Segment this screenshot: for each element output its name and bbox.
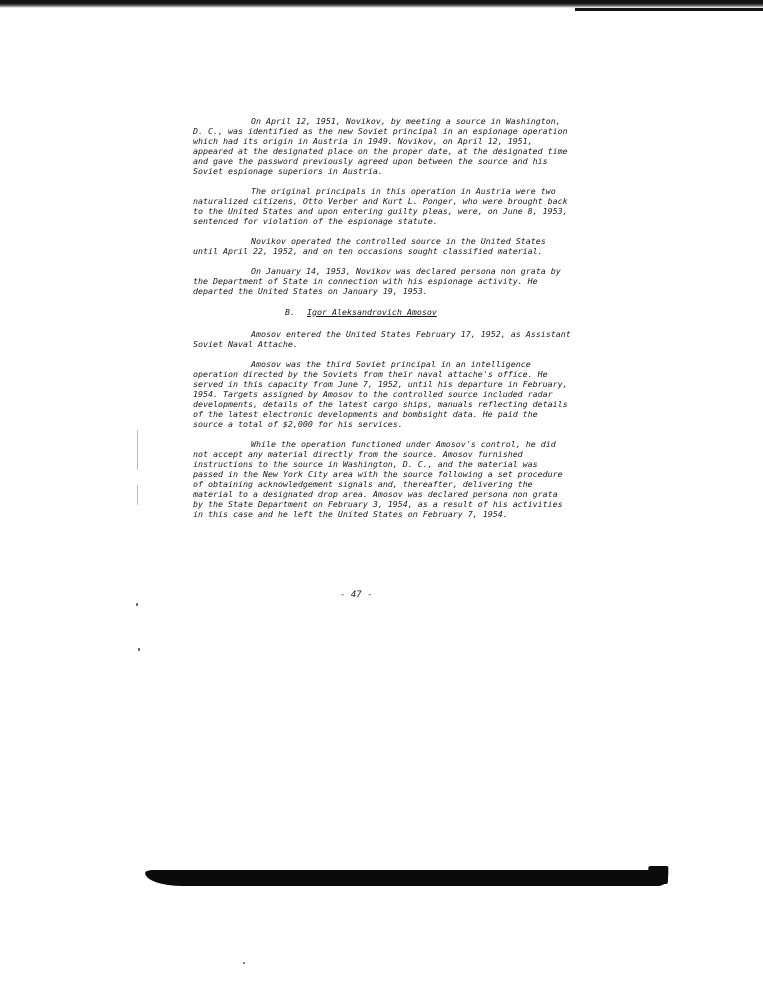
section-letter: B. [285,307,295,317]
scan-top-edge-noise [575,8,763,11]
scan-speck [138,648,140,651]
paragraph-original-principals: The original principals in this operation in Austria were two naturalized citizens, Otto Verber and Kurt L. Ponger, who were brought back to the United States and upon entering guilty pleas, were, on June 8, 1953, sentenced for violation of the espionage statute. [193,186,568,226]
page-number: - 47 - [340,590,373,600]
paragraph-novikov-persona-non-grata: On January 14, 1953, Novikov was declared persona non grata by the Department of State in connection with his espionage activity. He departed the United States on January 19, 1953. [193,266,561,296]
scan-margin-mark [137,485,138,505]
scan-top-edge [0,0,763,8]
paragraph-novikov-operation: Novikov operated the controlled source in the United States until April 22, 1952, and on ten occasions sought classified material. [193,236,546,256]
paragraph-amosov-control: While the operation functioned under Amosov's control, he did not accept any material directly from the source. Amosov furnished instructions to the source in Washington, D. C., and the material was passed in the New York City area with the source following a set procedure of obtaining acknowledgement signals and, thereafter, delivering the material to a designated drop area. Amosov was declared persona non grata by the State Department on February 3, 1954, as a result of his activities in this case and he left the United States on February 7, 1954. [193,439,563,519]
paragraph-amosov-operation: Amosov was the third Soviet principal in an intelligence operation directed by the Soviets from their naval attache's office. He served in this capacity from June 7, 1952, until his departure in February, 1954. Targets assigned by Amosov to the controlled source included radar developments, details of the latest cargo ships, manuals reflecting details of the latest electronic developments and bombsight data. He paid the source a total of $2,000 for his services. [193,359,568,429]
scan-speck [136,603,138,606]
section-name: Igor Aleksandrovich Amosov [307,307,437,317]
scan-speck [243,962,245,964]
scan-margin-mark [137,430,138,470]
scan-bottom-shadow [145,870,669,886]
paragraph-novikov-meeting: On April 12, 1951, Novikov, by meeting a source in Washington, D. C., was identified as the new Soviet principal in an espionage operation which had its origin in Austria in 1949. Novikov, on April 12, 1951, appeared at the designated place on the proper date, at the designated time and gave the password previously agreed upon between the source and his Soviet espionage superiors in Austria. [193,116,568,176]
section-heading [193,307,571,317]
paragraph-amosov-entry: Amosov entered the United States February 17, 1952, as Assistant Soviet Naval Attache. [193,329,571,349]
document-page [193,116,571,529]
